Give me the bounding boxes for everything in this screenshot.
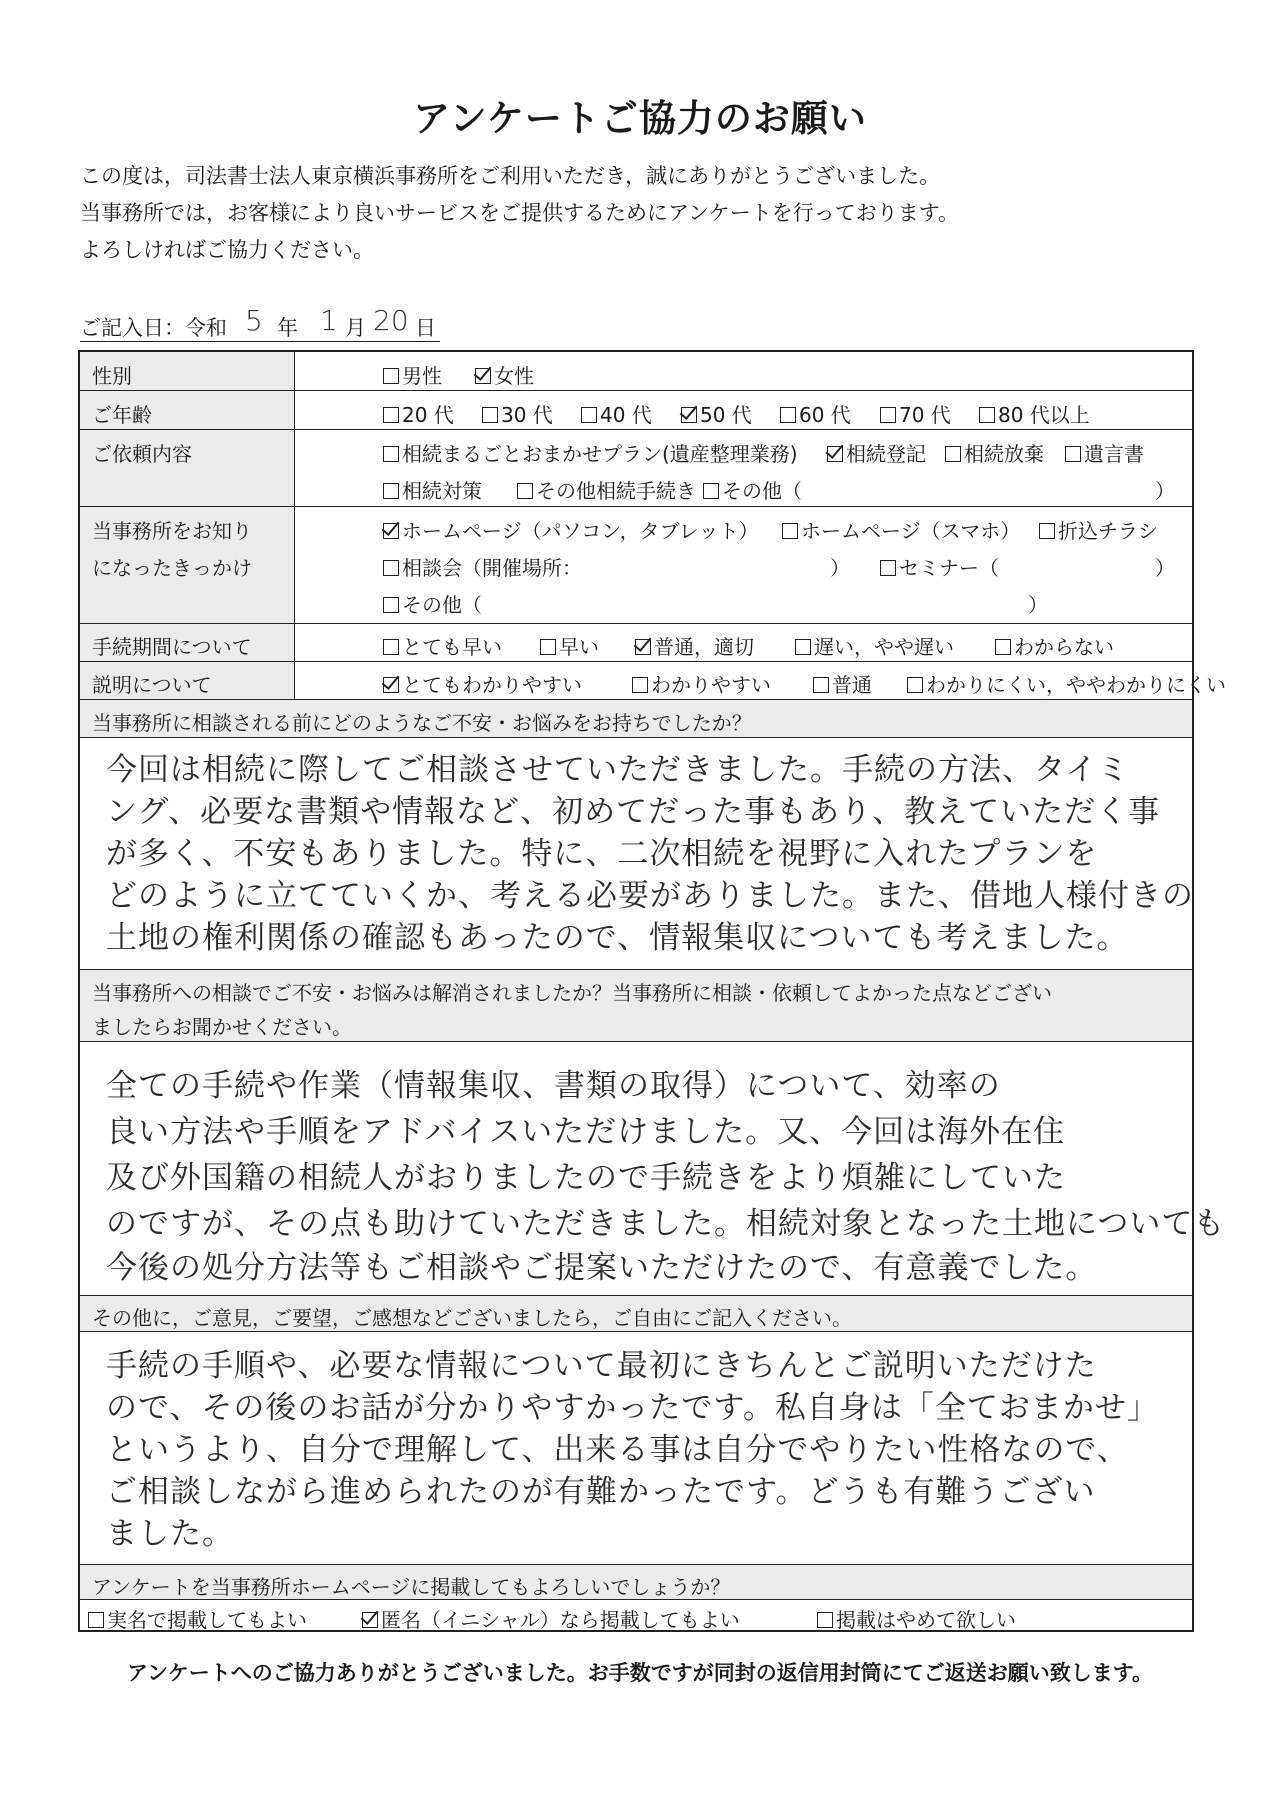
intro-text	[80, 158, 959, 269]
date-day-unit: 日	[415, 316, 436, 340]
checkbox-icon[interactable]	[795, 639, 811, 655]
source-label-cell	[80, 507, 295, 623]
checkbox-icon[interactable]	[540, 639, 556, 655]
source-option-other[interactable]: その他（	[383, 589, 482, 618]
question-text: ましたらお聞かせください。	[92, 1015, 352, 1039]
request-option-full-plan[interactable]: 相続まるごとおまかせプラン(遺産整理業務)	[383, 438, 798, 467]
explanation-label-cell	[80, 662, 295, 699]
period-label-cell	[80, 624, 295, 661]
checkbox-icon[interactable]	[383, 407, 399, 423]
request-option-other[interactable]: その他（	[703, 475, 802, 504]
request-option-other-procedures[interactable]: その他相続手続き	[517, 475, 696, 504]
age-options	[295, 391, 1192, 429]
question-text: その他に，ご意見，ご要望，ご感想などございましたら，ご自由にご記入ください。	[92, 1306, 852, 1330]
explanation-option-normal[interactable]: 普通	[813, 669, 872, 698]
period-option-slow[interactable]: 遅い，やや遅い	[795, 631, 954, 660]
answer-prior-concerns[interactable]	[80, 738, 1192, 970]
age-option-60s[interactable]: 60 代	[780, 399, 851, 428]
publish-option-real-name[interactable]: 実名で掲載してもよい	[88, 1604, 307, 1633]
request-option-planning[interactable]: 相続対策	[383, 475, 482, 504]
answer-resolved[interactable]	[80, 1042, 1226, 1296]
explanation-label: 説明について	[92, 673, 212, 697]
request-options	[295, 430, 1192, 506]
gender-option-male[interactable]: 男性	[383, 360, 442, 389]
source-option-consultation[interactable]: 相談会（開催場所：	[383, 552, 582, 581]
period-option-unknown[interactable]: わからない	[995, 631, 1114, 660]
answer-line: 手続の手順や、必要な情報について最初にきちんとご説明いただけた	[106, 1348, 1097, 1384]
explanation-options	[295, 662, 1226, 699]
gender-option-female[interactable]: 女性	[475, 360, 534, 389]
date-month-value[interactable]: 1	[320, 304, 338, 337]
checkbox-icon[interactable]	[383, 639, 399, 655]
source-label-line: 当事務所をお知り	[92, 519, 252, 543]
date-year-value[interactable]: 5	[245, 304, 263, 337]
age-option-80s-plus[interactable]: 80 代以上	[979, 399, 1090, 428]
intro-line: この度は，司法書士法人東京横浜事務所をご利用いただき，誠にありがとうございました。	[80, 164, 941, 188]
explanation-option-unclear[interactable]: わかりにくい，ややわかりにくい	[907, 669, 1226, 698]
date-underline	[80, 341, 440, 342]
checkbox-icon[interactable]	[632, 677, 648, 693]
answer-line: ました。	[106, 1516, 234, 1552]
question-text: アンケートを当事務所ホームページに掲載してもよろしいでしょうか？	[92, 1575, 731, 1599]
gender-row	[80, 352, 1192, 391]
source-option-flyer[interactable]: 折込チラシ	[1039, 515, 1158, 544]
explanation-option-very-clear[interactable]: とてもわかりやすい	[383, 669, 582, 698]
checkbox-icon[interactable]	[907, 677, 923, 693]
checkbox-icon[interactable]	[945, 446, 961, 462]
checkbox-icon[interactable]	[817, 1612, 833, 1628]
checkbox-icon[interactable]	[1065, 446, 1081, 462]
checkbox-checked-icon[interactable]	[383, 523, 399, 539]
period-options	[295, 624, 1192, 661]
checkbox-icon[interactable]	[383, 368, 399, 384]
period-option-fast[interactable]: 早い	[540, 631, 599, 660]
age-row	[80, 391, 1192, 430]
answer-line: 土地の権利関係の確認もあったので、情報集収についても考えました。	[106, 920, 1129, 956]
age-option-40s[interactable]: 40 代	[581, 399, 652, 428]
answer-line: ング、必要な書類や情報など、初めてだった事もあり、教えていただく事	[106, 794, 1161, 830]
publish-option-anonymous[interactable]: 匿名（イニシャル）なら掲載してもよい	[362, 1604, 740, 1633]
explanation-option-clear[interactable]: わかりやすい	[632, 669, 771, 698]
answer-line: ご相談しながら進められたのが有難かったです。どうも有難うござい	[106, 1474, 1096, 1510]
question-other-comments	[80, 1296, 1192, 1332]
checkbox-icon[interactable]	[782, 523, 798, 539]
answer-line: 及び外国籍の相続人がおりましたので手続きをより煩雑にしていた	[106, 1160, 1066, 1196]
request-option-registration[interactable]: 相続登記	[827, 438, 926, 467]
date-month-unit: 月	[345, 316, 366, 340]
request-label: ご依頼内容	[92, 442, 192, 466]
checkbox-checked-icon[interactable]	[475, 368, 491, 384]
intro-line: よろしければご協力ください。	[80, 238, 374, 262]
source-row	[80, 507, 1192, 624]
gender-options	[295, 352, 1192, 390]
source-label-line: になったきっかけ	[92, 556, 252, 580]
source-options	[295, 507, 1192, 623]
explanation-row	[80, 662, 1226, 700]
answer-line: 今回は相続に際してご相談させていただきました。手続の方法、タイミ	[106, 752, 1130, 788]
date-day-value[interactable]: 20	[373, 304, 409, 337]
answer-line: 今後の処分方法等もご相談やご提案いただけたので、有意義でした。	[106, 1250, 1098, 1286]
checkbox-icon[interactable]	[1039, 523, 1055, 539]
period-option-normal[interactable]: 普通，適切	[635, 631, 754, 660]
page-title: アンケートご協力のお願い	[413, 97, 867, 140]
period-row	[80, 624, 1192, 662]
checkbox-icon[interactable]	[880, 560, 896, 576]
checkbox-icon[interactable]	[880, 407, 896, 423]
age-option-20s[interactable]: 20 代	[383, 399, 454, 428]
period-label: 手続期間について	[92, 635, 252, 659]
checkbox-checked-icon[interactable]	[827, 446, 843, 462]
footer-thanks: アンケートへのご協力ありがとうございました。お手数ですが同封の返信用封筒にてご返送お願い致します。	[126, 1661, 1154, 1685]
answer-line: というより、自分で理解して、出来る事は自分でやりたい性格なので、	[106, 1432, 1129, 1468]
answer-line: が多く、不安もありました。特に、二次相続を視野に入れたプランを	[106, 836, 1098, 872]
gender-label-cell	[80, 352, 295, 390]
source-option-seminar[interactable]: セミナー（	[880, 552, 999, 581]
checkbox-icon[interactable]	[979, 407, 995, 423]
request-other-close-paren: ）	[1155, 479, 1175, 503]
source-option-homepage-smartphone[interactable]: ホームページ（スマホ）	[782, 515, 1020, 544]
checkbox-icon[interactable]	[88, 1612, 104, 1628]
request-row	[80, 430, 1192, 507]
question-prior-concerns	[80, 700, 1192, 738]
age-label-cell	[80, 391, 295, 429]
checkbox-checked-icon[interactable]	[383, 677, 399, 693]
entry-date	[80, 304, 440, 340]
age-option-30s[interactable]: 30 代	[482, 399, 553, 428]
question-publish	[80, 1565, 1192, 1600]
question-text: 当事務所への相談でご不安・お悩みは解消されましたか？当事務所に相談・依頼してよかった点などござい	[92, 981, 1052, 1005]
checkbox-icon[interactable]	[581, 407, 597, 423]
source-consultation-close-paren: ）	[830, 556, 850, 580]
source-option-homepage-pc[interactable]: ホームページ（パソコン，タブレット）	[383, 515, 759, 544]
checkbox-checked-icon[interactable]	[362, 1612, 378, 1628]
publish-option-decline[interactable]: 掲載はやめて欲しい	[817, 1604, 1016, 1633]
source-seminar-close-paren: ）	[1155, 556, 1175, 580]
answer-line: ので、その後のお話が分かりやすかったです。私自身は「全ておまかせ」	[106, 1390, 1159, 1426]
checkbox-icon[interactable]	[383, 446, 399, 462]
answer-line: どのように立てていくか、考える必要がありました。また、借地人様付きの	[106, 878, 1194, 914]
intro-line: 当事務所では，お客様により良いサービスをご提供するためにアンケートを行っております。	[80, 201, 960, 225]
question-text: 当事務所に相談される前にどのようなご不安・お悩みをお持ちでしたか？	[92, 711, 752, 735]
answer-line: のですが、その点も助けていただきました。相続対象となった土地についても	[106, 1206, 1226, 1242]
checkbox-icon[interactable]	[383, 597, 399, 613]
checkbox-icon[interactable]	[482, 407, 498, 423]
publish-options	[80, 1600, 1192, 1632]
request-option-renunciation[interactable]: 相続放棄	[945, 438, 1044, 467]
checkbox-icon[interactable]	[383, 483, 399, 499]
checkbox-checked-icon[interactable]	[681, 407, 697, 423]
gender-label: 性別	[92, 364, 132, 388]
checkbox-icon[interactable]	[517, 483, 533, 499]
date-label: ご記入日：令和	[80, 316, 227, 340]
age-option-50s[interactable]: 50 代	[681, 399, 752, 428]
period-option-very-fast[interactable]: とても早い	[383, 631, 502, 660]
question-resolved	[80, 970, 1192, 1042]
date-year-unit: 年	[277, 316, 298, 340]
answer-line: 全ての手続や作業（情報集収、書類の取得）について、効率の	[106, 1068, 1001, 1104]
checkbox-icon[interactable]	[995, 639, 1011, 655]
checkbox-icon[interactable]	[383, 560, 399, 576]
checkbox-checked-icon[interactable]	[635, 639, 651, 655]
request-label-cell	[80, 430, 295, 506]
survey-form	[78, 350, 1226, 1632]
checkbox-icon[interactable]	[780, 407, 796, 423]
age-option-70s[interactable]: 70 代	[880, 399, 951, 428]
source-other-close-paren: ）	[1028, 593, 1048, 617]
answer-other-comments[interactable]	[80, 1332, 1192, 1565]
request-option-will[interactable]: 遺言書	[1065, 438, 1144, 467]
age-label: ご年齢	[92, 403, 152, 427]
answer-line: 良い方法や手順をアドバイスいただけました。又、今回は海外在住	[106, 1114, 1066, 1150]
checkbox-icon[interactable]	[813, 677, 829, 693]
checkbox-icon[interactable]	[703, 483, 719, 499]
